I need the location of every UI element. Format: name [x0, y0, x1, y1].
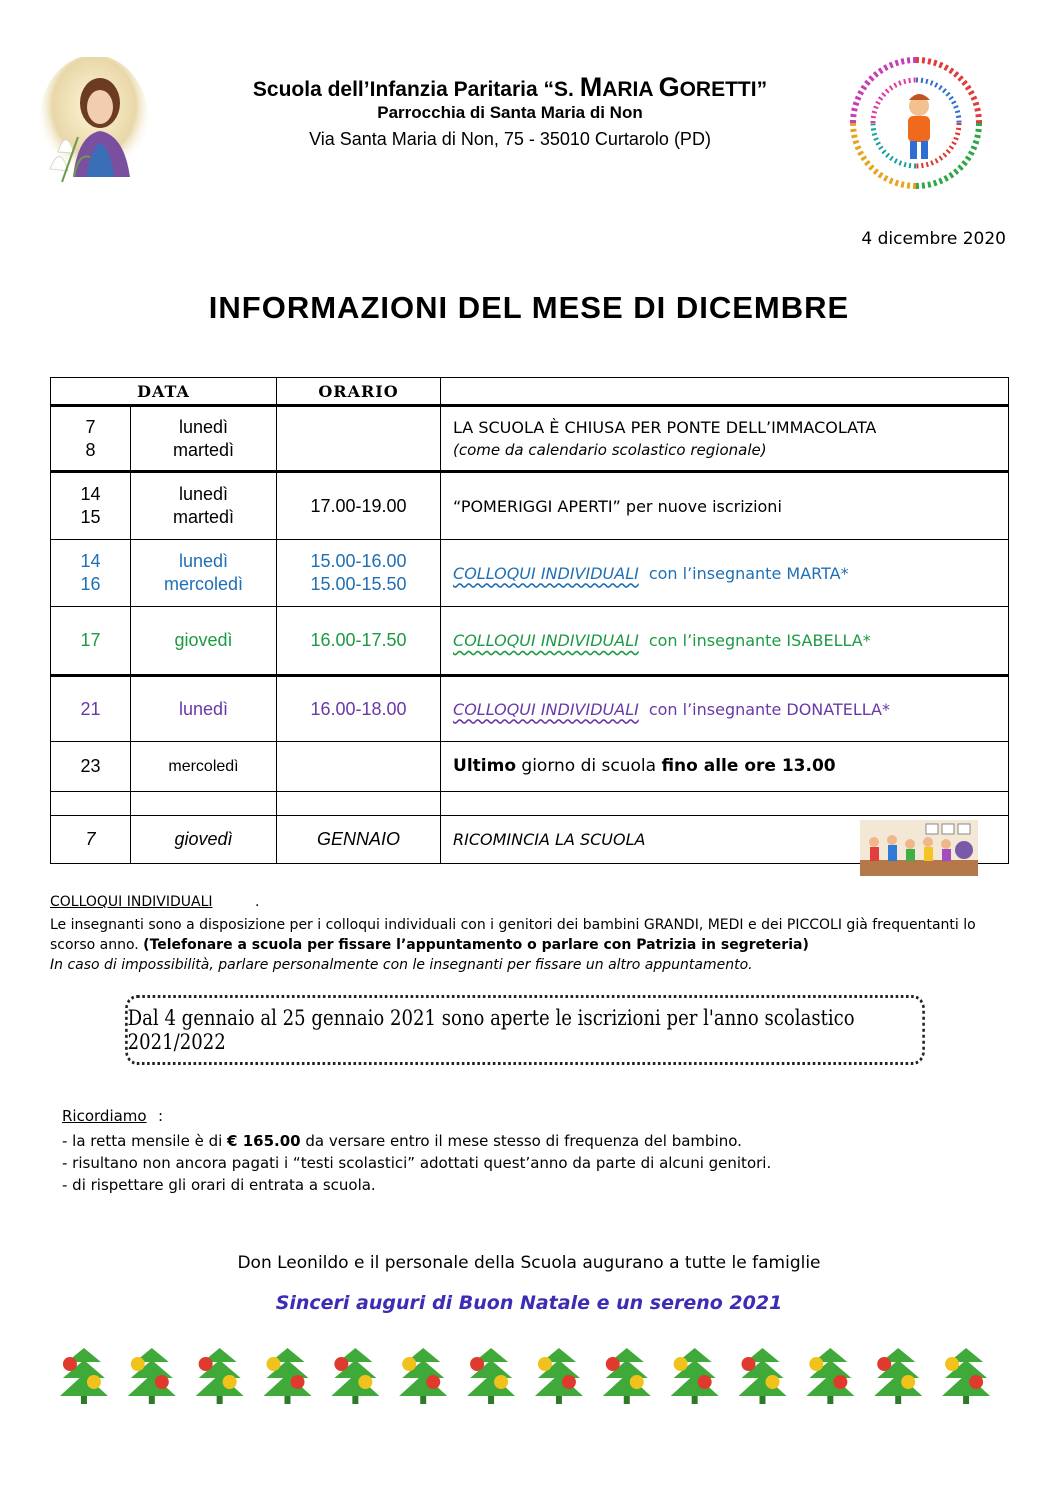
document-date: 4 dicembre 2020	[861, 229, 1006, 249]
row-time: 16.00-18.00	[277, 676, 441, 742]
christmas-trees-decoration	[50, 1338, 1000, 1408]
school-address: Via Santa Maria di Non, 75 - 35010 Curtarolo (PD)	[309, 129, 711, 149]
colloqui-label: COLLOQUI INDIVIDUALI	[453, 699, 639, 719]
christmas-tree-icon	[60, 1348, 108, 1404]
page-title: INFORMAZIONI DEL MESE DI DICEMBRE	[208, 290, 850, 325]
remember-title: Ricordiamo	[62, 1107, 147, 1125]
row-time: 15.00-16.00 15.00-15.50	[277, 540, 441, 607]
saint-portrait-image	[38, 57, 150, 189]
notes-title-suffix: .	[255, 894, 260, 910]
christmas-tree-icon	[264, 1348, 312, 1404]
christmas-tree-icon	[739, 1348, 787, 1404]
list-item: - di rispettare gli orari di entrata a scuola.	[62, 1176, 376, 1194]
table-row	[51, 816, 1009, 864]
notes-title: COLLOQUI INDIVIDUALI	[50, 894, 213, 910]
christmas-tree-icon	[671, 1348, 719, 1404]
christmas-tree-icon	[806, 1348, 854, 1404]
list-item: - risultano non ancora pagati i “testi scolastici” adottati quest’anno da parte di alcuni genitori.	[62, 1154, 772, 1172]
table-row	[51, 742, 1009, 792]
christmas-tree-icon	[196, 1348, 244, 1404]
row-weekdays: giovedì	[131, 607, 277, 676]
christmas-tree-icon	[128, 1348, 176, 1404]
row-days: 14 15	[51, 472, 131, 540]
row-description: COLLOQUI INDIVIDUALI con l’insegnante DONATELLA*	[441, 676, 1009, 742]
christmas-wishes: Sinceri auguri di Buon Natale e un sereno 2021	[275, 1292, 783, 1314]
header-description	[441, 378, 1009, 406]
christmas-tree-icon	[942, 1348, 990, 1404]
children-illustration	[860, 820, 978, 876]
remember-title-suffix: :	[158, 1107, 164, 1125]
row-weekdays: mercoledì	[131, 742, 277, 792]
row-weekdays: lunedì	[131, 676, 277, 742]
list-item: - la retta mensile è di € 165.00 da versare entro il mese stesso di frequenza del bambino.	[62, 1132, 742, 1150]
row-time: GENNAIO	[277, 816, 441, 864]
enrollment-banner: Dal 4 gennaio al 25 gennaio 2021 sono aperte le iscrizioni per l'anno scolastico 2021/2022	[125, 995, 925, 1065]
parish-name: Parrocchia di Santa Maria di Non	[377, 103, 643, 122]
christmas-tree-icon	[603, 1348, 651, 1404]
row-description: RICOMINCIA LA SCUOLA	[441, 816, 1009, 864]
row-description: Ultimo giorno di scuola fino alle ore 13.00	[441, 742, 1009, 792]
christmas-tree-icon	[331, 1348, 379, 1404]
header-orario: ORARIO	[277, 378, 441, 406]
table-row	[51, 540, 1009, 607]
christmas-tree-icon	[535, 1348, 583, 1404]
school-name: Scuola dell’Infanzia Paritaria “S. MARIA GORETTI”	[252, 72, 768, 102]
colloqui-label: COLLOQUI INDIVIDUALI	[453, 631, 639, 650]
row-description: COLLOQUI INDIVIDUALI con l’insegnante MARTA*	[441, 540, 1009, 607]
christmas-tree-icon	[874, 1348, 922, 1404]
header-data: DATA	[51, 378, 277, 406]
row-time: 16.00-17.50	[277, 607, 441, 676]
row-days: 21	[51, 676, 131, 742]
colloqui-label: COLLOQUI INDIVIDUALI	[453, 563, 639, 583]
table-row-empty	[51, 792, 1009, 816]
christmas-tree-icon	[399, 1348, 447, 1404]
december-schedule-table	[50, 377, 1009, 864]
row-days: 17	[51, 607, 131, 676]
notes-body: Le insegnanti sono a disposizione per i colloqui individuali con i genitori dei bambini GRANDI, MEDI e dei PICCOLI già frequentanti lo scorso anno. (Telefonare a scuola per fissare l’appuntamento o parlare con Patrizia in segreteria) In caso di impossibilità, parlare personalmente con le insegnanti per fissare un altro appuntamento.	[50, 917, 976, 973]
row-days: 7	[51, 816, 131, 864]
row-weekdays: lunedì martedì	[131, 472, 277, 540]
row-days: 7 8	[51, 406, 131, 472]
row-description: “POMERIGGI APERTI” per nuove iscrizioni	[441, 472, 1009, 540]
table-row	[51, 406, 1009, 472]
row-time	[277, 406, 441, 472]
closing-text: Don Leonildo e il personale della Scuola augurano a tutte le famiglie	[237, 1253, 821, 1273]
row-time	[277, 742, 441, 792]
row-weekdays: giovedì	[131, 816, 277, 864]
christmas-tree-icon	[467, 1348, 515, 1404]
remember-list	[62, 1130, 771, 1196]
row-description: LA SCUOLA È CHIUSA PER PONTE DELL’IMMACOLATA (come da calendario scolastico regionale)	[441, 406, 1009, 472]
row-days: 23	[51, 742, 131, 792]
row-description: COLLOQUI INDIVIDUALI con l’insegnante ISABELLA*	[441, 607, 1009, 676]
row-weekdays: lunedì martedì	[131, 406, 277, 472]
table-row	[51, 472, 1009, 540]
table-row	[51, 607, 1009, 676]
row-days: 14 16	[51, 540, 131, 607]
row-weekdays: lunedì mercoledì	[131, 540, 277, 607]
table-header-row	[51, 378, 1009, 406]
table-row	[51, 676, 1009, 742]
row-time: 17.00-19.00	[277, 472, 441, 540]
community-circle-logo	[835, 48, 997, 198]
